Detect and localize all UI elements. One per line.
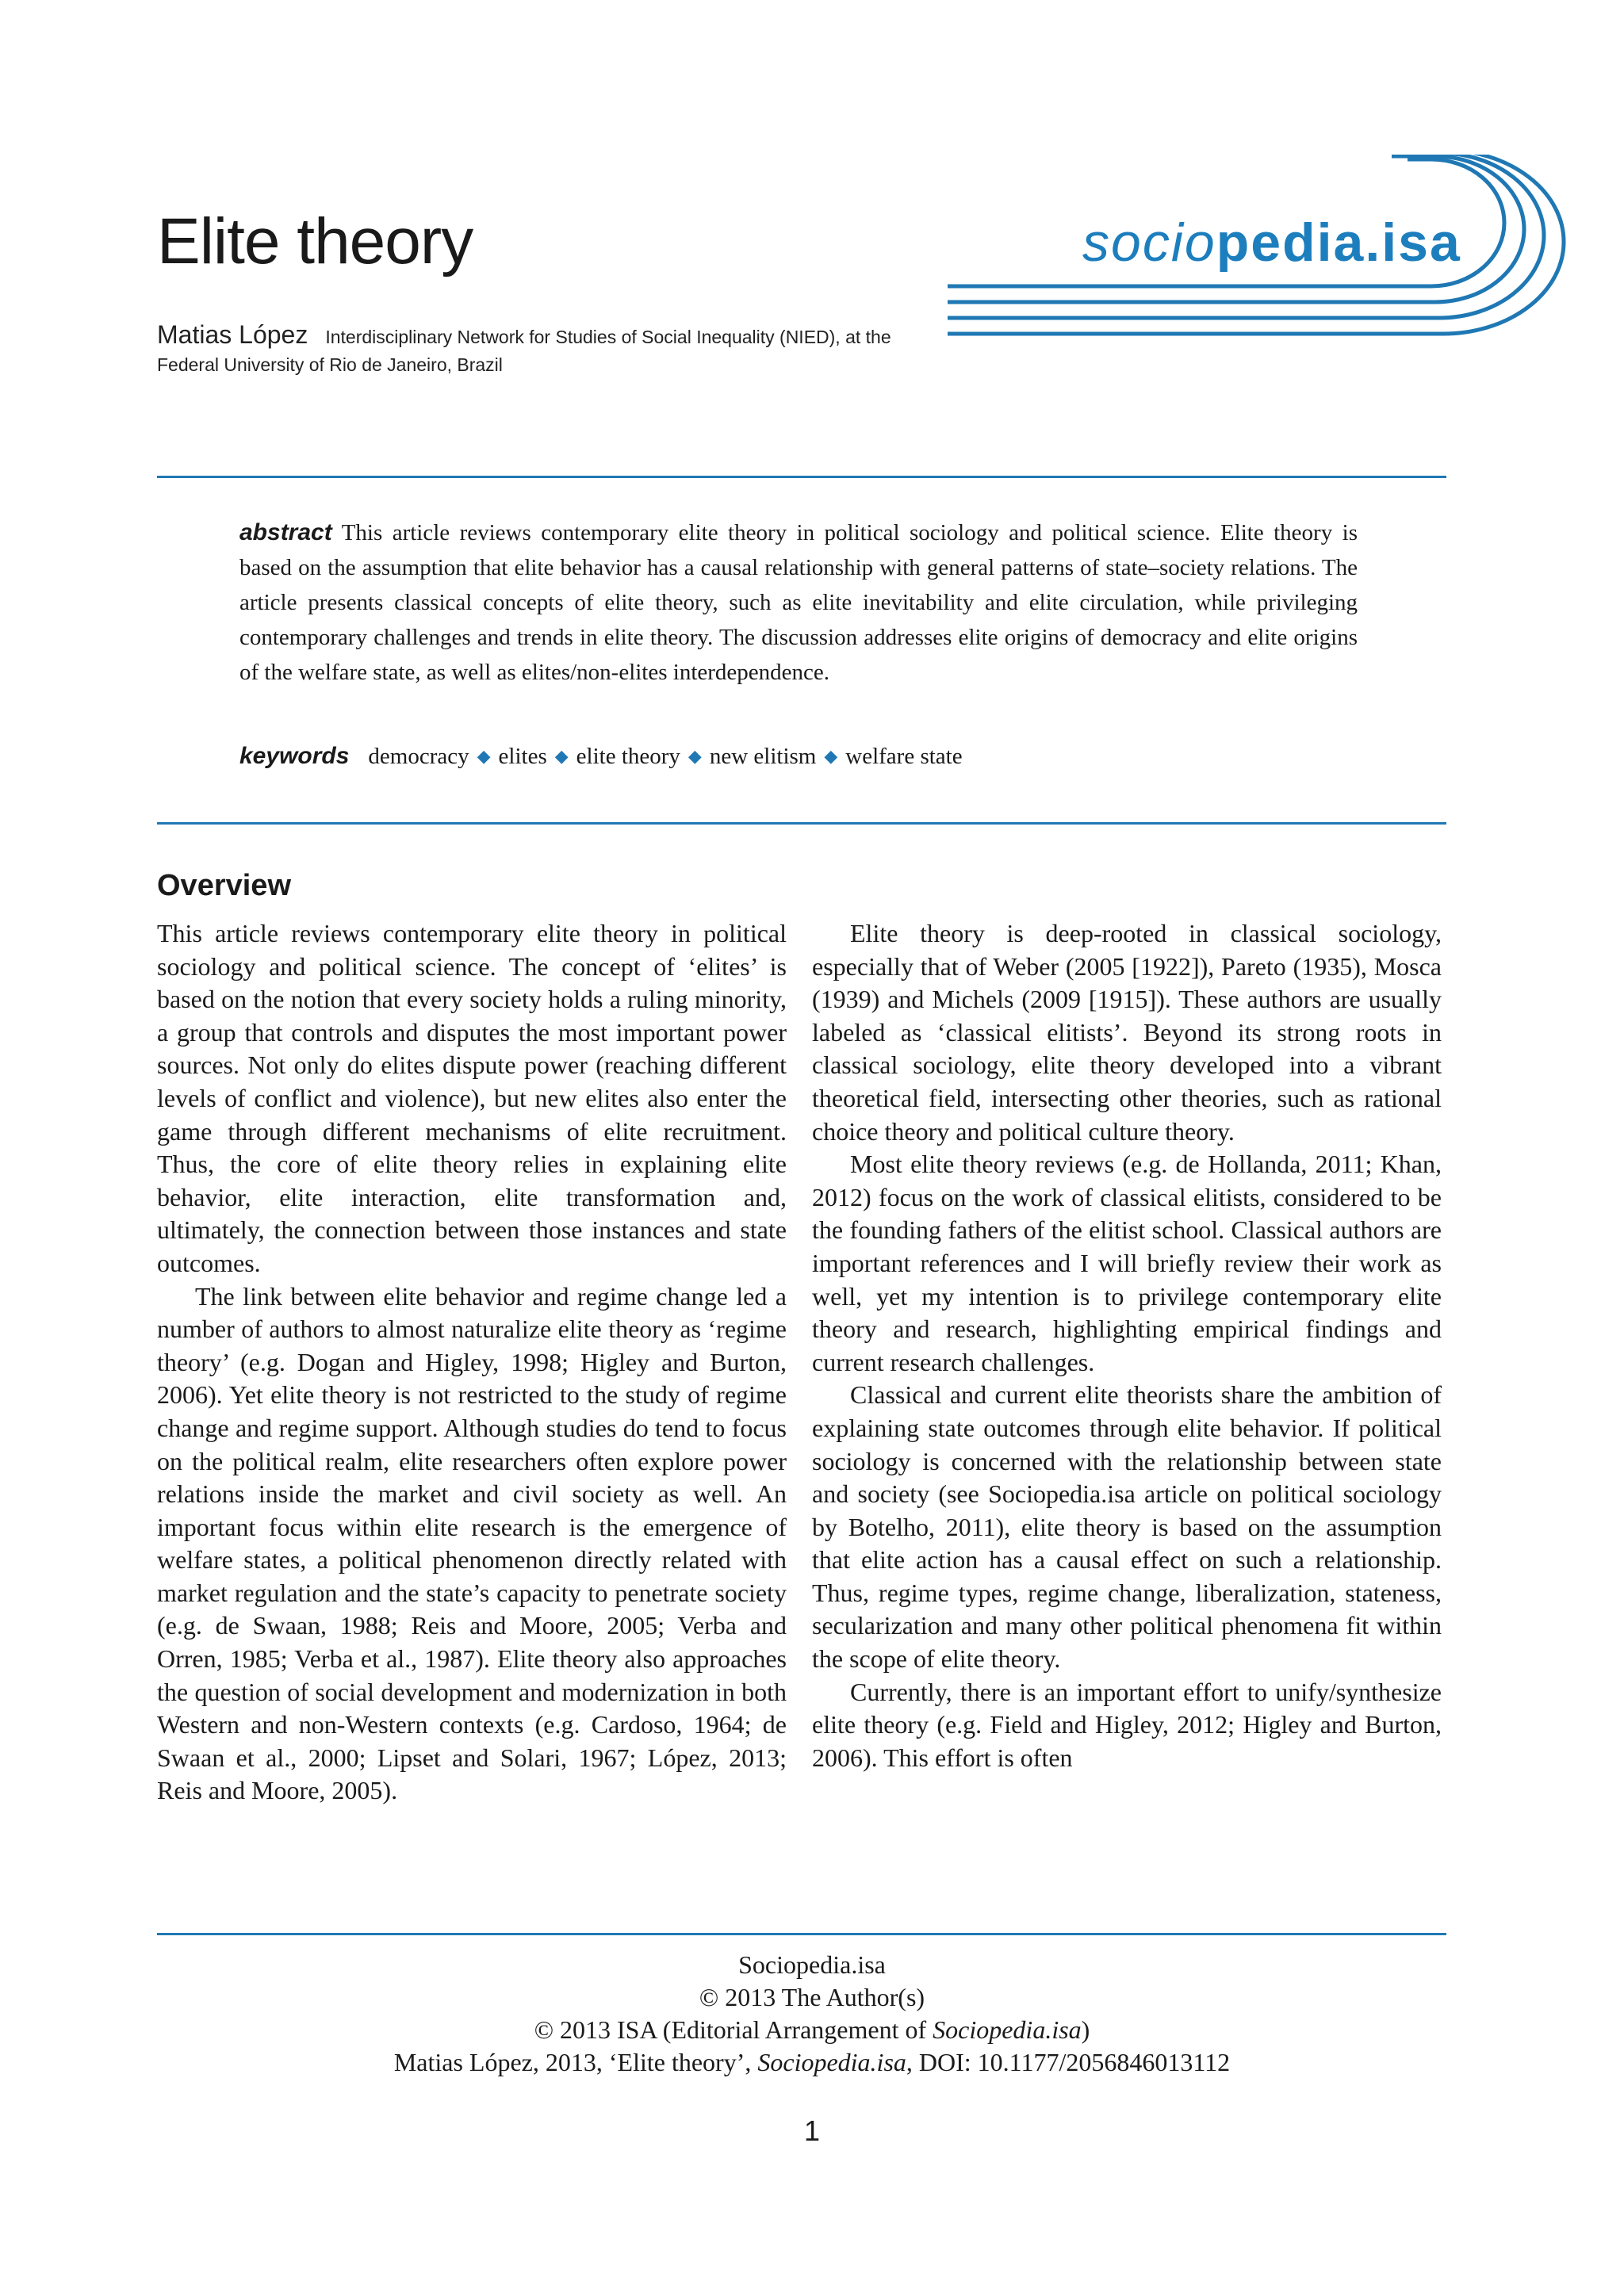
keywords-block <box>239 739 1358 776</box>
keywords-label: keywords <box>239 743 350 769</box>
footer-journal-italic: Sociopedia.isa <box>933 2015 1082 2044</box>
affiliation-text: Interdisciplinary Network for Studies of Social Inequality (NIED), at the Federal University of Rio de Janeiro, Brazil <box>157 327 891 375</box>
footer-copyright-author: © 2013 The Author(s) <box>699 1983 925 2011</box>
page-number: 1 <box>803 2114 821 2147</box>
footer-copyright-isa <box>0 2014 1624 2046</box>
article-title: Elite theory <box>157 205 473 277</box>
logo-text-isa: .isa <box>1365 212 1461 273</box>
logo-wordmark <box>1082 212 1461 274</box>
body-paragraph: Currently, there is an important effort to unify/synthesize elite theory (e.g. Field and Higley, 2012; Higley and Burton, 2006). This effort is often <box>812 1677 1442 1772</box>
footer-doi <box>0 2046 1624 2079</box>
footer-text: Matias López, 2013, ‘Elite theory’, <box>393 2048 758 2076</box>
abstract-label: abstract <box>239 519 332 545</box>
footer-text: , DOI: 10.1177/2056846013112 <box>906 2048 1231 2076</box>
keyword-item: welfare state <box>845 744 963 769</box>
keyword-item: elite theory <box>576 744 680 769</box>
body-paragraph: This article reviews contemporary elite theory in political sociology and political science. The concept of ‘elites’ is based on the notion that every society holds a ruling minority, a group that controls and disputes the most important power sources. Not only do elites dispute power (reaching different levels of conflict and violence), but new elites also enter the game through different mechanisms of elite recruitment. Thus, the core of elite theory relies in explaining elite behavior, elite interaction, elite transformation and, ultimately, the connection between those instances and state outcomes. <box>157 919 787 1277</box>
diamond-separator-icon: ◆ <box>824 747 838 767</box>
keyword-item: elites <box>498 744 547 769</box>
body-paragraph: The link between elite behavior and regime change led a number of authors to almost naturalize elite theory as ‘regime theory’ (e.g. Dogan and Higley, 1998; Higley and Burton, 2006). Yet elite theory is not restricted to the study of regime change and regime support. Although studies do tend to focus on the political realm, elite researchers often explore power relations inside the market and civil society as well. An important focus within elite research is the emergence of welfare states, a political phenomenon directly related with market regulation and the state’s capacity to penetrate society (e.g. de Swaan, 1988; Reis and Moore, 2005; Verba and Orren, 1985; Verba et al., 1987). Elite theory also approaches the question of social development and modernization in both Western and non-Western contexts (e.g. Cardoso, 1964; de Swaan et al., 2000; Lipset and Solari, 1967; López, 2013; Reis and Moore, 2005). <box>157 1281 787 1805</box>
diamond-separator-icon: ◆ <box>477 747 491 767</box>
body-paragraph: Most elite theory reviews (e.g. de Hollanda, 2011; Khan, 2012) focus on the work of classical elitists, considered to be the founding fathers of the elitist school. Classical authors are important references and I will briefly review their work as well, yet my intention is to privilege contemporary elite theory and research, highlighting empirical findings and current research challenges. <box>812 1150 1442 1376</box>
diamond-separator-icon: ◆ <box>688 747 702 767</box>
keyword-item: democracy <box>368 744 469 769</box>
body-column-left <box>157 917 787 1808</box>
body-column-right <box>812 917 1442 1774</box>
diamond-separator-icon: ◆ <box>554 747 569 767</box>
logo-text-pedia: pedia <box>1216 212 1365 273</box>
footer-citation <box>0 1949 1624 2079</box>
author-affiliation <box>157 321 918 379</box>
sociopedia-logo <box>948 155 1614 361</box>
logo-text-socio: socio <box>1082 212 1216 273</box>
abstract-block <box>239 515 1358 690</box>
abstract-divider <box>157 822 1446 825</box>
header-divider <box>157 476 1446 478</box>
body-paragraph: Classical and current elite theorists share the ambition of explaining state outcomes through elite behavior. If political sociology is concerned with the relationship between state and society (see Sociopedia.isa article on political sociology by Botelho, 2011), elite theory is based on the assumption that elite action has a causal effect on such a relationship. Thus, regime types, regime change, liberalization, stateness, secularization and many other political phenomena fit within the scope of elite theory. <box>812 1380 1442 1674</box>
section-heading-overview: Overview <box>157 869 291 902</box>
body-paragraph: Elite theory is deep-rooted in classical sociology, especially that of Weber (2005 [1922]), Pareto (1935), Mosca (1939) and Michels (2009 [1915]). These authors are usually labeled as ‘classical elitists’. Beyond its strong roots in classical sociology, elite theory developed into a vibrant theoretical field, intersecting other theories, such as rational choice theory and political culture theory. <box>812 919 1442 1146</box>
footer-text: © 2013 ISA (Editorial Arrangement of <box>534 2015 933 2044</box>
footer-divider <box>157 1933 1446 1935</box>
keyword-item: new elitism <box>709 744 817 769</box>
footer-text: ) <box>1081 2015 1090 2044</box>
footer-journal: Sociopedia.isa <box>738 1950 886 1979</box>
author-name: Matias López <box>157 320 308 349</box>
abstract-text: This article reviews contemporary elite theory in political sociology and political science. Elite theory is based on the assumption that elite behavior has a causal relationship with general patterns of state–society relations. The article presents classical concepts of elite theory, such as elite inevitability and elite circulation, while privileging contemporary challenges and trends in elite theory. The discussion addresses elite origins of democracy and elite origins of the welfare state, as well as elites/non-elites interdependence. <box>239 520 1358 685</box>
footer-journal-italic: Sociopedia.isa <box>757 2048 906 2076</box>
